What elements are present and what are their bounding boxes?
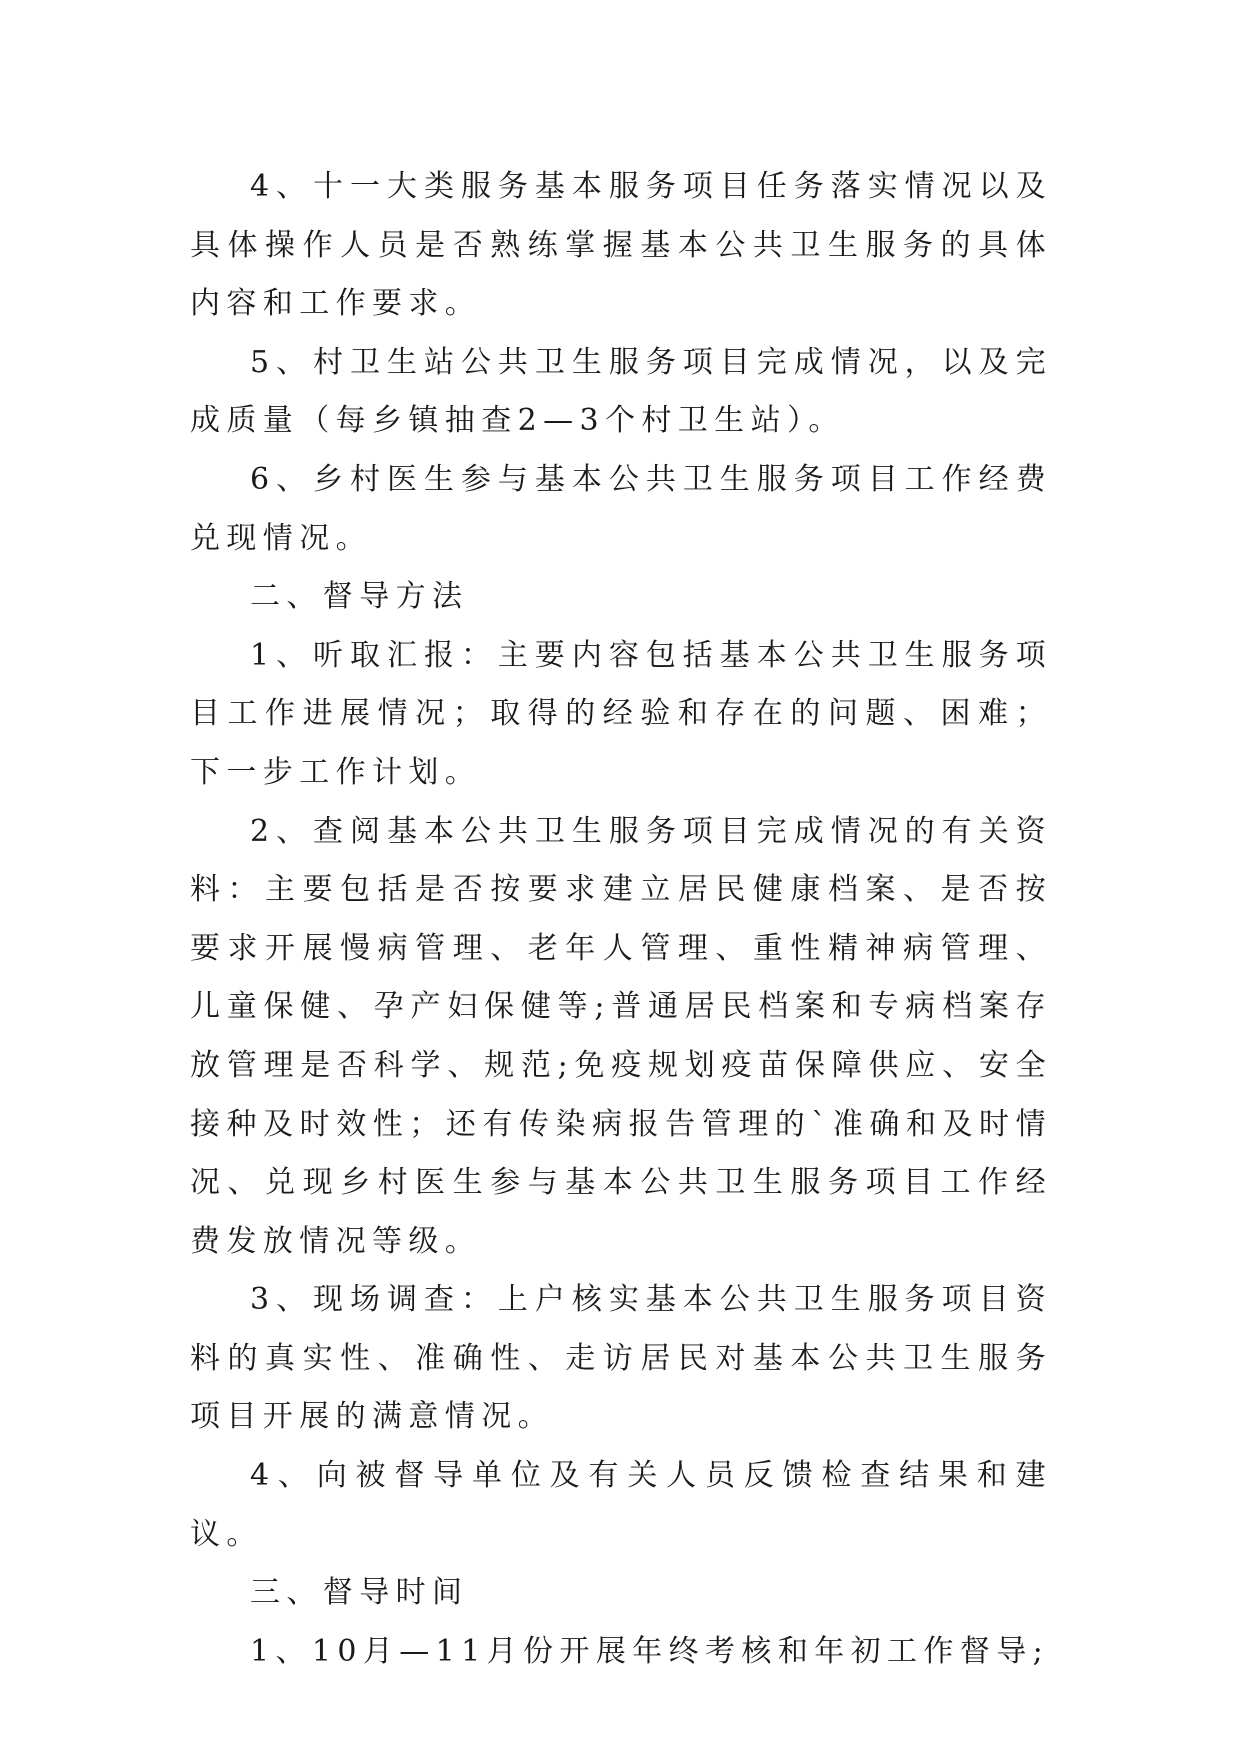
paragraph-method-2: 2、查阅基本公共卫生服务项目完成情况的有关资料：主要包括是否按要求建立居民健康档案、是否按要求开展慢病管理、老年人管理、重性精神病管理、儿童保健、孕产妇保健等;普通居民档案和专病档案存放管理是否科学、规范;免疫规划疫苗保障供应、安全接种及时效性；还有传染病报告管理的`准确和及时情况、兑现乡村医生参与基本公共卫生服务项目工作经费发放情况等级。 <box>190 813 1052 1259</box>
paragraph-time-1: 1、10月—11月份开展年终考核和年初工作督导; <box>250 1633 1050 1669</box>
paragraph-item-5: 5、村卫生站公共卫生服务项目完成情况，以及完成质量（每乡镇抽查2—3个村卫生站）。 <box>190 344 1052 439</box>
paragraph-method-3: 3、现场调查：上户核实基本公共卫生服务项目资料的真实性、准确性、走访居民对基本公共卫生服务项目开展的满意情况。 <box>190 1282 1052 1435</box>
section-heading-time: 三、督导时间 <box>250 1575 469 1611</box>
paragraph-item-4: 4、十一大类服务基本服务项目任务落实情况以及具体操作人员是否熟练掌握基本公共卫生服务的具体内容和工作要求。 <box>190 169 1052 322</box>
paragraph-item-6: 6、乡村医生参与基本公共卫生服务项目工作经费兑现情况。 <box>190 461 1052 556</box>
paragraph-method-1: 1、听取汇报：主要内容包括基本公共卫生服务项目工作进展情况；取得的经验和存在的问题、困难；下一步工作计划。 <box>190 637 1052 790</box>
paragraph-method-4: 4、向被督导单位及有关人员反馈检查结果和建议。 <box>190 1458 1052 1552</box>
document-body <box>190 158 1052 1681</box>
section-heading-methods: 二、督导方法 <box>250 579 469 615</box>
